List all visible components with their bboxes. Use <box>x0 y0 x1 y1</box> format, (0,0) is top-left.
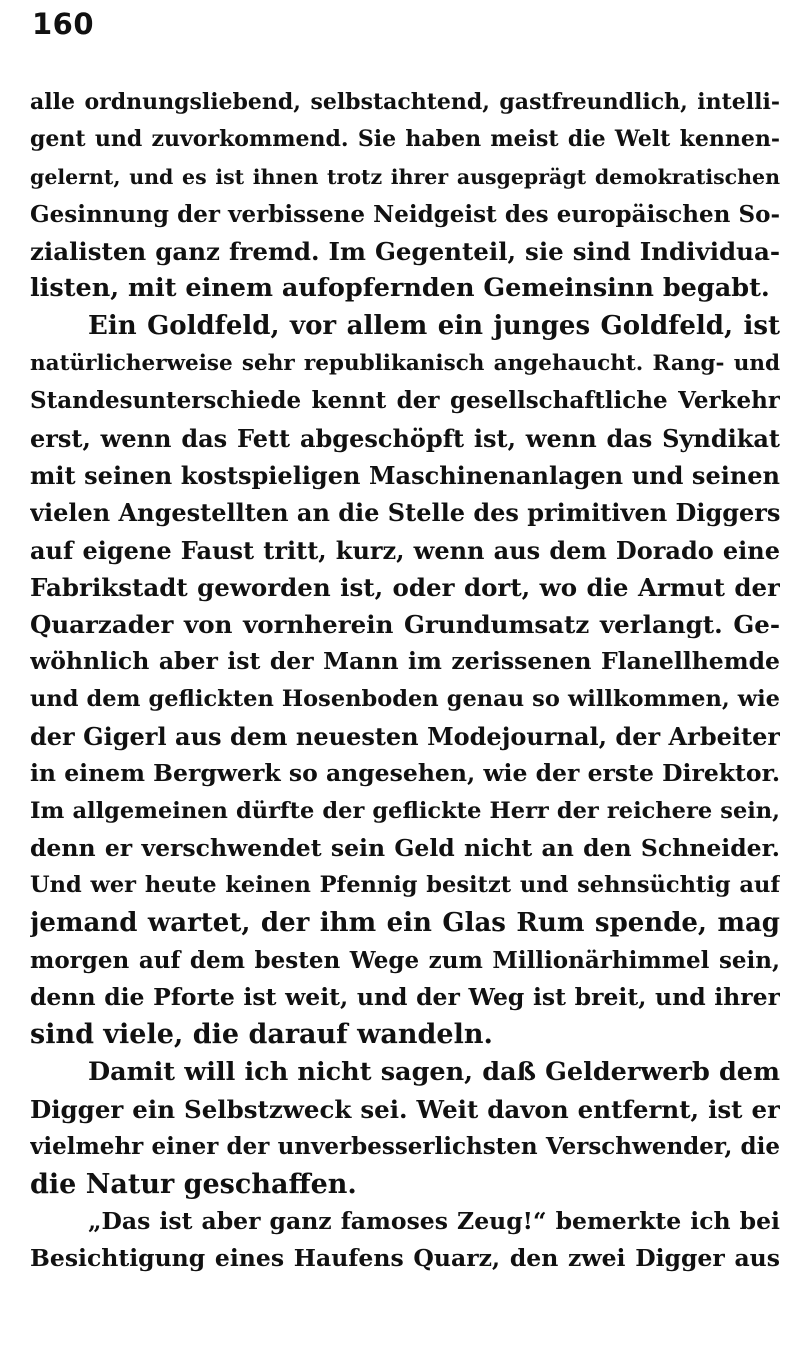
text-line: Fabrikstadt geworden ist, oder dort, wo die Armut der <box>30 572 780 602</box>
text-line: Im allgemeinen dürfte der geflickte Herr der reichere sein, <box>30 797 780 824</box>
text-line: listen, mit einem aufopfernden Gemeinsinn begabt. <box>30 273 770 304</box>
text-line: Und wer heute keinen Pfennig besitzt und sehnsüchtig auf <box>30 872 780 899</box>
text-line: die Natur geschaffen. <box>30 1168 357 1200</box>
text-line: Digger ein Selbstzweck sei. Weit davon entfernt, ist er <box>30 1095 780 1125</box>
text-line: der Gigerl aus dem neuesten Modejournal, der Arbeiter <box>30 722 780 752</box>
text-line: „Das ist aber ganz famoses Zeug!“ bemerkte ich bei <box>88 1206 780 1235</box>
text-line: gelernt, und es ist ihnen trotz ihrer ausgeprägt demokratischen <box>30 164 780 189</box>
text-line: in einem Bergwerk so angesehen, wie der erste Direktor. <box>30 759 780 788</box>
text-line: jemand wartet, der ihm ein Glas Rum spende, mag <box>30 907 780 938</box>
text-line: Gesinnung der verbissene Neidgeist des europäischen So- <box>30 200 780 228</box>
text-line: Besichtigung eines Haufens Quarz, den zwei Digger aus <box>30 1244 780 1273</box>
text-line: Ein Goldfeld, vor allem ein junges Goldfeld, ist <box>88 310 780 341</box>
text-line: vielen Angestellten an die Stelle des primitiven Diggers <box>30 498 780 528</box>
text-line: sind viele, die darauf wandeln. <box>30 1019 493 1051</box>
text-line: morgen auf dem besten Wege zum Millionärhimmel sein, <box>30 946 780 974</box>
text-line: Standesunterschiede kennt der gesellschaftliche Verkehr <box>30 387 780 415</box>
text-line: auf eigene Faust tritt, kurz, wenn aus dem Dorado eine <box>30 535 780 565</box>
text-line: Damit will ich nicht sagen, daß Gelderwerb dem <box>88 1056 780 1087</box>
text-line: mit seinen kostspieligen Maschinenanlagen und seinen <box>30 460 780 490</box>
text-line: alle ordnungsliebend, selbstachtend, gastfreundlich, intelli- <box>30 89 780 115</box>
page-number: 160 <box>32 7 95 41</box>
text-line: Quarzader von vornherein Grundumsatz verlangt. Ge- <box>30 610 780 640</box>
text-line: denn die Pforte ist weit, und der Weg ist breit, und ihrer <box>30 983 780 1012</box>
text-line: vielmehr einer der unverbesserlichsten Verschwender, die <box>30 1133 780 1161</box>
text-line: und dem geflickten Hosenboden genau so willkommen, wie <box>30 685 780 712</box>
text-line: wöhnlich aber ist der Mann im zerissenen Flanellhemde <box>30 647 780 676</box>
text-line: denn er verschwendet sein Geld nicht an den Schneider. <box>30 833 780 862</box>
text-line: zialisten ganz fremd. Im Gegenteil, sie sind Individua- <box>30 237 780 267</box>
text-line: natürlicherweise sehr republikanisch angehaucht. Rang- und <box>30 351 780 377</box>
text-line: gent und zuvorkommend. Sie haben meist die Welt kennen- <box>30 126 780 153</box>
text-line: erst, wenn das Fett abgeschöpft ist, wenn das Syndikat <box>30 423 780 453</box>
book-page <box>30 0 780 1369</box>
body-text <box>30 84 780 1278</box>
